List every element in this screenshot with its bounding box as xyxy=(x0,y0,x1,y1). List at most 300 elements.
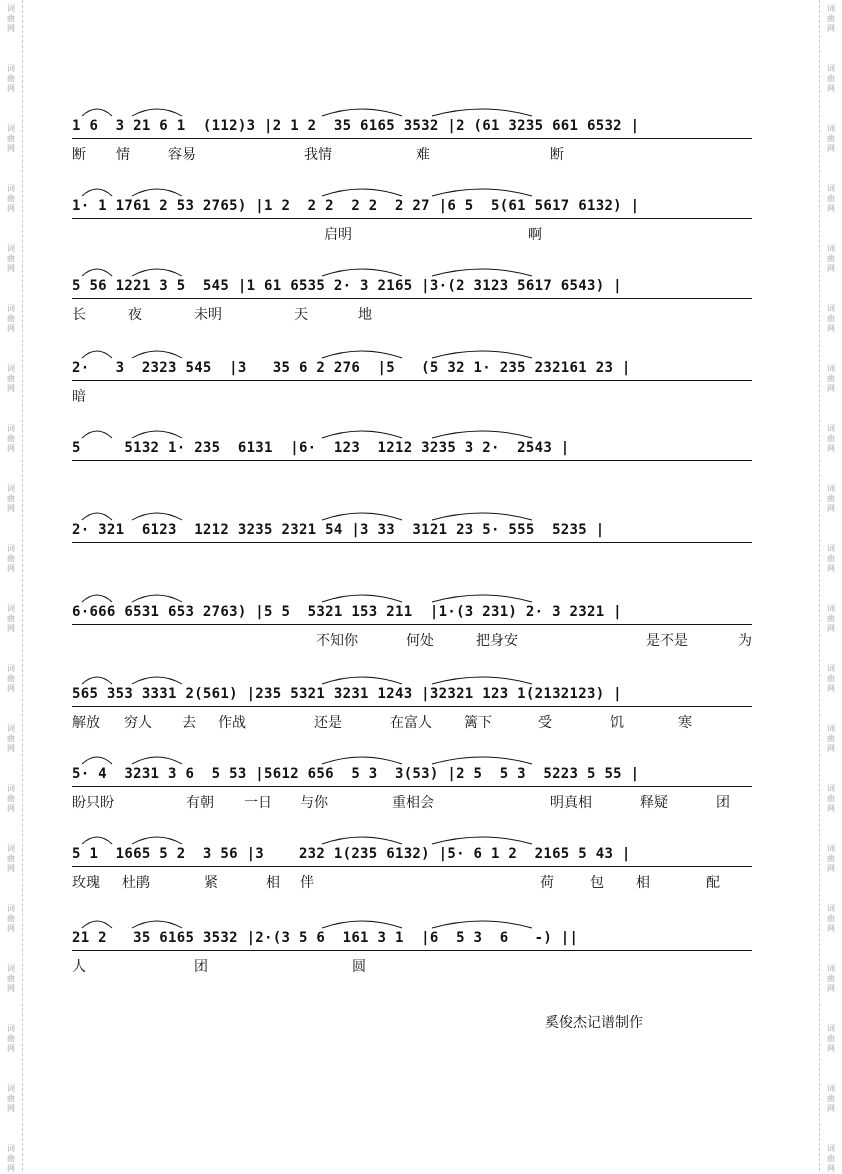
slur-arc xyxy=(432,269,532,276)
watermark-char: 曲 xyxy=(7,314,15,323)
watermark-char: 词 xyxy=(7,304,15,313)
watermark-mark xyxy=(820,724,842,754)
slur-arc xyxy=(82,109,112,116)
watermark-char: 词 xyxy=(7,64,15,73)
watermark-mark xyxy=(820,484,842,514)
watermark-mark xyxy=(820,664,842,694)
lyric-word: 人 xyxy=(72,959,86,975)
slur-arc xyxy=(322,189,402,196)
watermark-char: 网 xyxy=(7,1104,15,1113)
underline-beam xyxy=(72,786,752,787)
watermark-mark xyxy=(820,1084,842,1114)
watermark-char: 词 xyxy=(7,4,15,13)
lyric-word: 玫瑰 xyxy=(72,875,100,891)
slur-arc xyxy=(432,757,532,764)
slur-arc xyxy=(132,677,182,684)
watermark-char: 网 xyxy=(827,324,835,333)
lyric-word: 团 xyxy=(716,795,730,811)
watermark-char: 词 xyxy=(7,484,15,493)
lyric-word: 暗 xyxy=(72,389,86,405)
lyric-line xyxy=(72,466,772,486)
watermark-char: 曲 xyxy=(827,1154,835,1163)
lyric-word: 饥 xyxy=(610,715,624,731)
lyric-word: 地 xyxy=(358,307,372,323)
lyric-word: 是不是 xyxy=(646,633,688,649)
transcriber-credit: 奚俊杰记谱制作 xyxy=(545,1015,643,1031)
slur-arc xyxy=(432,109,532,116)
watermark-mark xyxy=(0,64,22,94)
lyric-word: 包 xyxy=(590,875,604,891)
watermark-mark xyxy=(820,424,842,454)
watermark-char: 曲 xyxy=(827,434,835,443)
lyric-word: 与你 xyxy=(300,795,328,811)
lyric-word: 未明 xyxy=(194,307,222,323)
slur-arc xyxy=(132,189,182,196)
watermark-mark xyxy=(820,1024,842,1054)
watermark-char: 网 xyxy=(7,144,15,153)
watermark-char: 网 xyxy=(7,444,15,453)
lyric-line xyxy=(72,224,772,244)
lyric-word: 解放 xyxy=(72,715,100,731)
slur-arc xyxy=(132,595,182,602)
watermark-char: 曲 xyxy=(827,554,835,563)
slur-arcs xyxy=(72,828,772,846)
underline-beam xyxy=(72,380,752,381)
watermark-char: 词 xyxy=(827,64,835,73)
watermark-char: 曲 xyxy=(827,374,835,383)
note-line: 1 6 3 21 6 1 (112)3 |2 1 2 35 6165 3532 |2 (61 3235 661 6532 | xyxy=(72,118,640,134)
slur-arc xyxy=(132,431,182,438)
slur-arcs xyxy=(72,422,772,440)
watermark-char: 网 xyxy=(7,924,15,933)
watermark-char: 网 xyxy=(827,624,835,633)
watermark-char: 网 xyxy=(827,684,835,693)
slur-arc xyxy=(322,595,402,602)
watermark-char: 曲 xyxy=(827,674,835,683)
underline-beam xyxy=(72,950,752,951)
watermark-mark xyxy=(820,184,842,214)
note-line: 2· 321 6123 1212 3235 2321 54 |3 33 3121 23 5· 555 5235 | xyxy=(72,522,605,538)
watermark-char: 词 xyxy=(7,184,15,193)
watermark-char: 曲 xyxy=(7,674,15,683)
watermark-mark xyxy=(0,544,22,574)
watermark-char: 曲 xyxy=(827,74,835,83)
lyric-word: 天 xyxy=(294,307,308,323)
lyric-word: 长 xyxy=(72,307,86,323)
watermark-char: 曲 xyxy=(7,734,15,743)
left-margin-watermark xyxy=(0,0,23,1171)
watermark-char: 网 xyxy=(827,504,835,513)
lyric-word: 在富人 xyxy=(390,715,432,731)
lyric-word: 相 xyxy=(636,875,650,891)
watermark-mark xyxy=(0,1144,22,1174)
watermark-char: 词 xyxy=(827,1084,835,1093)
watermark-char: 网 xyxy=(827,264,835,273)
watermark-char: 曲 xyxy=(7,74,15,83)
watermark-char: 网 xyxy=(7,1164,15,1173)
lyric-word: 重相会 xyxy=(392,795,434,811)
watermark-char: 词 xyxy=(827,1144,835,1153)
watermark-mark xyxy=(820,304,842,334)
watermark-char: 网 xyxy=(7,984,15,993)
lyric-word: 何处 xyxy=(406,633,434,649)
watermark-char: 网 xyxy=(7,264,15,273)
watermark-char: 曲 xyxy=(827,914,835,923)
watermark-char: 网 xyxy=(827,1044,835,1053)
watermark-char: 网 xyxy=(827,384,835,393)
watermark-char: 网 xyxy=(827,804,835,813)
watermark-char: 词 xyxy=(7,364,15,373)
watermark-char: 网 xyxy=(827,744,835,753)
watermark-char: 网 xyxy=(827,204,835,213)
note-line: 5 56 1221 3 5 545 |1 61 6535 2· 3 2165 |3·(2 3123 5617 6543) | xyxy=(72,278,622,294)
slur-arc xyxy=(432,837,532,844)
watermark-char: 曲 xyxy=(827,254,835,263)
slur-arcs xyxy=(72,668,772,686)
watermark-mark xyxy=(0,484,22,514)
watermark-char: 词 xyxy=(827,424,835,433)
slur-arc xyxy=(132,513,182,520)
lyric-line xyxy=(72,386,772,406)
watermark-char: 网 xyxy=(7,804,15,813)
watermark-mark xyxy=(820,784,842,814)
watermark-char: 词 xyxy=(7,904,15,913)
slur-arc xyxy=(322,513,402,520)
watermark-char: 曲 xyxy=(7,1094,15,1103)
watermark-char: 网 xyxy=(827,444,835,453)
slur-arc xyxy=(432,189,532,196)
watermark-mark xyxy=(0,304,22,334)
lyric-word: 伴 xyxy=(300,875,314,891)
watermark-char: 网 xyxy=(7,84,15,93)
watermark-char: 曲 xyxy=(827,734,835,743)
slur-arc xyxy=(82,921,112,928)
watermark-mark xyxy=(820,244,842,274)
slur-arc xyxy=(132,757,182,764)
slur-arc xyxy=(82,351,112,358)
watermark-char: 词 xyxy=(7,1024,15,1033)
watermark-char: 网 xyxy=(7,1044,15,1053)
slur-arcs xyxy=(72,180,772,198)
watermark-char: 网 xyxy=(827,564,835,573)
watermark-char: 曲 xyxy=(7,194,15,203)
watermark-char: 词 xyxy=(7,424,15,433)
watermark-mark xyxy=(0,184,22,214)
watermark-mark xyxy=(820,64,842,94)
watermark-mark xyxy=(0,4,22,34)
watermark-mark xyxy=(820,964,842,994)
note-line: 565 353 3331 2(561) |235 5321 3231 1243 |32321 123 1(2132123) | xyxy=(72,686,622,702)
lyric-word: 圆 xyxy=(352,959,366,975)
lyric-word: 紧 xyxy=(204,875,218,891)
underline-beam xyxy=(72,460,752,461)
lyric-word: 配 xyxy=(706,875,720,891)
watermark-char: 曲 xyxy=(7,794,15,803)
watermark-char: 网 xyxy=(7,24,15,33)
lyric-word: 杜鹃 xyxy=(122,875,150,891)
watermark-char: 词 xyxy=(7,784,15,793)
watermark-char: 网 xyxy=(827,984,835,993)
watermark-mark xyxy=(0,724,22,754)
slur-arc xyxy=(82,595,112,602)
watermark-char: 网 xyxy=(7,684,15,693)
slur-arcs xyxy=(72,912,772,930)
slur-arc xyxy=(132,269,182,276)
underline-beam xyxy=(72,298,752,299)
watermark-char: 曲 xyxy=(7,1154,15,1163)
watermark-char: 词 xyxy=(827,664,835,673)
lyric-word: 情 xyxy=(116,147,130,163)
watermark-char: 曲 xyxy=(827,14,835,23)
watermark-mark xyxy=(0,364,22,394)
watermark-char: 曲 xyxy=(7,434,15,443)
lyric-line xyxy=(72,872,772,892)
slur-arcs xyxy=(72,342,772,360)
underline-beam xyxy=(72,218,752,219)
watermark-char: 词 xyxy=(827,484,835,493)
underline-beam xyxy=(72,866,752,867)
slur-arc xyxy=(82,837,112,844)
watermark-mark xyxy=(0,964,22,994)
underline-beam xyxy=(72,706,752,707)
watermark-mark xyxy=(820,364,842,394)
watermark-mark xyxy=(0,844,22,874)
lyric-word: 断 xyxy=(72,147,86,163)
watermark-char: 词 xyxy=(827,244,835,253)
watermark-char: 曲 xyxy=(827,1034,835,1043)
watermark-char: 网 xyxy=(827,24,835,33)
lyric-word: 明真相 xyxy=(550,795,592,811)
watermark-char: 网 xyxy=(827,1104,835,1113)
slur-arc xyxy=(132,351,182,358)
slur-arc xyxy=(432,921,532,928)
jianpu-score xyxy=(72,0,772,1171)
lyric-word: 作战 xyxy=(218,715,246,731)
watermark-char: 词 xyxy=(7,664,15,673)
underline-beam xyxy=(72,138,752,139)
lyric-word: 把身安 xyxy=(476,633,518,649)
slur-arc xyxy=(322,269,402,276)
lyric-word: 荷 xyxy=(540,875,554,891)
watermark-char: 词 xyxy=(827,1024,835,1033)
watermark-mark xyxy=(0,424,22,454)
watermark-char: 词 xyxy=(827,904,835,913)
slur-arc xyxy=(322,837,402,844)
watermark-char: 网 xyxy=(7,324,15,333)
slur-arc xyxy=(432,677,532,684)
watermark-char: 曲 xyxy=(827,1094,835,1103)
note-line: 6·666 6531 653 2763) |5 5 5321 153 211 |1·(3 231) 2· 3 2321 | xyxy=(72,604,622,620)
watermark-char: 词 xyxy=(827,544,835,553)
underline-beam xyxy=(72,542,752,543)
watermark-mark xyxy=(820,544,842,574)
watermark-char: 曲 xyxy=(7,14,15,23)
watermark-mark xyxy=(0,124,22,154)
watermark-char: 曲 xyxy=(7,254,15,263)
lyric-word: 寒 xyxy=(678,715,692,731)
slur-arcs xyxy=(72,260,772,278)
watermark-mark xyxy=(0,664,22,694)
watermark-char: 词 xyxy=(827,784,835,793)
lyric-line xyxy=(72,548,772,568)
lyric-line xyxy=(72,304,772,324)
watermark-mark xyxy=(820,124,842,154)
watermark-char: 词 xyxy=(827,724,835,733)
watermark-char: 词 xyxy=(827,604,835,613)
slur-arc xyxy=(82,189,112,196)
watermark-char: 词 xyxy=(7,964,15,973)
slur-arc xyxy=(82,431,112,438)
slur-arc xyxy=(82,513,112,520)
watermark-char: 词 xyxy=(827,184,835,193)
watermark-char: 网 xyxy=(7,864,15,873)
watermark-char: 曲 xyxy=(827,314,835,323)
right-margin-watermark xyxy=(819,0,842,1171)
watermark-char: 曲 xyxy=(7,374,15,383)
lyric-word: 相 xyxy=(266,875,280,891)
slur-arc xyxy=(82,757,112,764)
slur-arc xyxy=(132,109,182,116)
watermark-mark xyxy=(820,904,842,934)
slur-arc xyxy=(322,109,402,116)
slur-arc xyxy=(432,595,532,602)
underline-beam xyxy=(72,624,752,625)
lyric-word: 有朝 xyxy=(186,795,214,811)
slur-arc xyxy=(432,431,532,438)
lyric-line xyxy=(72,792,772,812)
watermark-char: 曲 xyxy=(7,494,15,503)
slur-arc xyxy=(82,269,112,276)
note-line: 1· 1 1761 2 53 2765) |1 2 2 2 2 2 2 27 |6 5 5(61 5617 6132) | xyxy=(72,198,640,214)
lyric-word: 为 xyxy=(738,633,752,649)
watermark-char: 词 xyxy=(827,4,835,13)
lyric-word: 篱下 xyxy=(464,715,492,731)
watermark-char: 曲 xyxy=(7,1034,15,1043)
lyric-word: 夜 xyxy=(128,307,142,323)
watermark-char: 曲 xyxy=(7,854,15,863)
watermark-char: 网 xyxy=(827,924,835,933)
watermark-char: 词 xyxy=(827,364,835,373)
watermark-char: 网 xyxy=(7,204,15,213)
note-line: 2· 3 2323 545 |3 35 6 2 276 |5 (5 32 1· 235 232161 23 | xyxy=(72,360,631,376)
lyric-word: 去 xyxy=(182,715,196,731)
watermark-char: 曲 xyxy=(827,134,835,143)
watermark-char: 词 xyxy=(827,304,835,313)
watermark-mark xyxy=(0,904,22,934)
slur-arc xyxy=(432,513,532,520)
watermark-char: 词 xyxy=(827,964,835,973)
lyric-line xyxy=(72,144,772,164)
watermark-char: 网 xyxy=(7,744,15,753)
watermark-mark xyxy=(0,784,22,814)
lyric-word: 受 xyxy=(538,715,552,731)
note-line: 5· 4 3231 3 6 5 53 |5612 656 5 3 3(53) |2 5 5 3 5223 5 55 | xyxy=(72,766,640,782)
watermark-char: 曲 xyxy=(7,974,15,983)
slur-arc xyxy=(82,677,112,684)
watermark-char: 曲 xyxy=(7,914,15,923)
lyric-word: 团 xyxy=(194,959,208,975)
watermark-mark xyxy=(820,4,842,34)
lyric-word: 断 xyxy=(550,147,564,163)
lyric-line xyxy=(72,956,772,976)
watermark-char: 曲 xyxy=(827,974,835,983)
watermark-char: 网 xyxy=(827,84,835,93)
watermark-char: 网 xyxy=(827,144,835,153)
lyric-line xyxy=(72,712,772,732)
watermark-mark xyxy=(820,844,842,874)
watermark-char: 网 xyxy=(7,564,15,573)
watermark-mark xyxy=(0,244,22,274)
lyric-word: 容易 xyxy=(168,147,196,163)
slur-arc xyxy=(322,431,402,438)
watermark-char: 网 xyxy=(827,864,835,873)
lyric-word: 啊 xyxy=(528,227,542,243)
slur-arcs xyxy=(72,100,772,118)
watermark-char: 网 xyxy=(7,624,15,633)
lyric-word: 穷人 xyxy=(124,715,152,731)
slur-arc xyxy=(132,921,182,928)
watermark-mark xyxy=(0,1084,22,1114)
note-line: 21 2 35 6165 3532 |2·(3 5 6 161 3 1 |6 5 3 6 -) || xyxy=(72,930,579,946)
watermark-mark xyxy=(0,604,22,634)
watermark-char: 网 xyxy=(827,1164,835,1173)
slur-arcs xyxy=(72,504,772,522)
slur-arc xyxy=(322,677,402,684)
slur-arc xyxy=(432,351,532,358)
watermark-char: 曲 xyxy=(827,854,835,863)
watermark-char: 词 xyxy=(7,604,15,613)
watermark-char: 曲 xyxy=(827,794,835,803)
slur-arc xyxy=(132,837,182,844)
lyric-word: 难 xyxy=(416,147,430,163)
lyric-word: 释疑 xyxy=(640,795,668,811)
watermark-char: 网 xyxy=(7,504,15,513)
watermark-char: 词 xyxy=(7,244,15,253)
watermark-char: 曲 xyxy=(7,554,15,563)
lyric-word: 我情 xyxy=(304,147,332,163)
slur-arcs xyxy=(72,748,772,766)
watermark-mark xyxy=(820,604,842,634)
watermark-char: 词 xyxy=(827,844,835,853)
watermark-char: 曲 xyxy=(7,134,15,143)
slur-arc xyxy=(322,921,402,928)
slur-arcs xyxy=(72,586,772,604)
lyric-word: 启明 xyxy=(324,227,352,243)
lyric-word: 不知你 xyxy=(316,633,358,649)
watermark-char: 词 xyxy=(7,1084,15,1093)
slur-arc xyxy=(322,757,402,764)
watermark-char: 曲 xyxy=(827,194,835,203)
watermark-char: 词 xyxy=(7,1144,15,1153)
watermark-char: 词 xyxy=(7,544,15,553)
watermark-char: 词 xyxy=(827,124,835,133)
watermark-char: 曲 xyxy=(7,614,15,623)
watermark-char: 曲 xyxy=(827,614,835,623)
note-line: 5 5132 1· 235 6131 |6· 123 1212 3235 3 2· 2543 | xyxy=(72,440,570,456)
watermark-mark xyxy=(0,1024,22,1054)
lyric-word: 还是 xyxy=(314,715,342,731)
slur-arc xyxy=(322,351,402,358)
lyric-word: 盼只盼 xyxy=(72,795,114,811)
note-line: 5 1 1665 5 2 3 56 |3 232 1(235 6132) |5· 6 1 2 2165 5 43 | xyxy=(72,846,631,862)
watermark-char: 曲 xyxy=(827,494,835,503)
watermark-char: 网 xyxy=(7,384,15,393)
lyric-word: 一日 xyxy=(244,795,272,811)
lyric-line xyxy=(72,630,772,650)
watermark-char: 词 xyxy=(7,124,15,133)
watermark-char: 词 xyxy=(7,844,15,853)
watermark-mark xyxy=(820,1144,842,1174)
